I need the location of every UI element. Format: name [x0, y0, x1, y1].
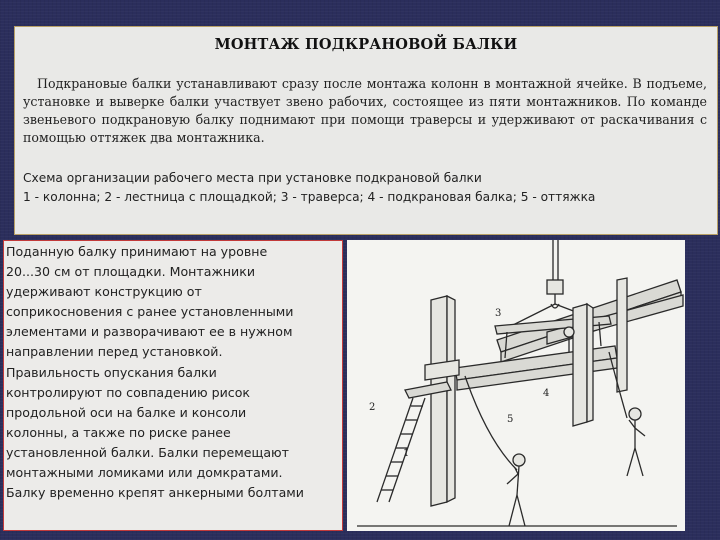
- procedure-text: [6, 242, 342, 503]
- label-ladder: 2: [369, 402, 376, 413]
- label-crane-beam: 4: [543, 388, 550, 399]
- column-left: [425, 296, 459, 506]
- intro-paragraph: Подкрановые балки устанавливают сразу после монтажа колонн в монтажной ячейке. В подъеме, установке и выверке балки участвует звено рабочих, состоящее из пяти монтажников. По команде звеньевого подкрановую балку поднимают при помощи траверсы и удерживают от раскачивания с помощью оттяжек два монтажника.: [23, 76, 707, 145]
- page-title: МОНТАЖ ПОДКРАНОВОЙ БАЛКИ: [214, 36, 518, 53]
- column-right: [573, 304, 593, 426]
- procedure-line: монтажными ломиками или домкратами.: [6, 465, 283, 481]
- scheme-caption: Схема организации рабочего места при установке подкрановой балки: [23, 171, 482, 185]
- procedure-line: установленной балки. Балки перемещают: [6, 444, 289, 460]
- column-far: [617, 278, 627, 392]
- crane-hook: [547, 240, 563, 308]
- procedure-line: 20...30 см от площадки. Монтажники: [6, 264, 256, 280]
- label-traverse: 3: [495, 308, 502, 319]
- procedure-line: удерживают конструкцию от: [6, 284, 202, 300]
- scheme-caption-block: [23, 169, 709, 207]
- label-guy-rope: 5: [507, 414, 514, 425]
- procedure-line: направлении перед установкой.: [6, 344, 223, 360]
- worker-right: [627, 408, 645, 476]
- procedure-line: соприкосновения с ранее установленными: [6, 304, 294, 320]
- worker-left: [507, 454, 525, 526]
- procedure-line: контролируют по совпадению рисок: [6, 384, 251, 400]
- procedure-line: элементами и разворачивают ее в нужном: [6, 324, 293, 340]
- installation-scheme-illustration: [347, 240, 685, 531]
- procedure-line: колонны, а также по риске ранее: [6, 424, 231, 440]
- crane-beam-installation-drawing: [347, 240, 685, 531]
- label-column: 1: [403, 448, 410, 459]
- procedure-text-panel: [3, 240, 343, 531]
- scheme-legend: 1 - колонна; 2 - лестница с площадкой; 3 - траверса; 4 - подкрановая балка; 5 - оттяжка: [23, 190, 596, 204]
- procedure-line: Поданную балку принимают на уровне: [6, 244, 268, 259]
- procedure-line: продольной оси на балке и консоли: [6, 404, 247, 420]
- procedure-line: Правильность опускания балки: [6, 364, 217, 380]
- description-panel: [14, 26, 718, 235]
- procedure-line: Балку временно крепят анкерными болтами: [6, 485, 304, 501]
